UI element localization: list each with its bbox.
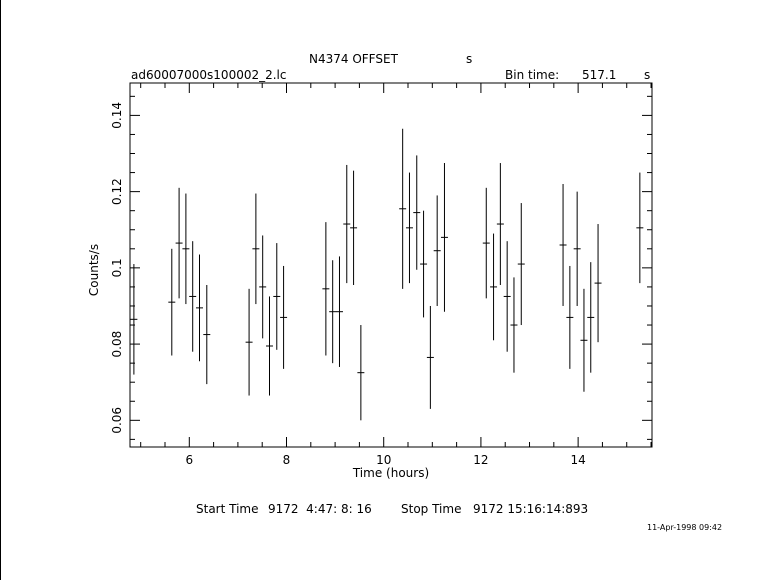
data-point xyxy=(168,249,175,356)
x-tick-label: 14 xyxy=(570,453,586,467)
stop-time-label: Stop Time xyxy=(401,502,462,516)
data-point xyxy=(203,285,210,384)
plot-frame xyxy=(130,83,652,447)
start-time-value: 9172 4:47: 8: 16 xyxy=(268,502,372,516)
y-tick-label: 0.08 xyxy=(110,330,124,358)
data-point xyxy=(350,171,357,285)
data-point xyxy=(406,173,413,284)
x-tick-label: 8 xyxy=(282,453,291,467)
data-point xyxy=(357,325,364,420)
data-point xyxy=(587,262,594,373)
y-tick-label: 0.12 xyxy=(110,178,124,205)
y-axis-ticks xyxy=(110,96,652,439)
bin-time-value: 517.1 xyxy=(582,68,617,82)
data-point xyxy=(259,235,266,338)
chart-title-suffix: s xyxy=(466,52,473,66)
data-point xyxy=(574,192,581,306)
data-point xyxy=(490,234,497,341)
data-point xyxy=(329,260,336,363)
x-axis-ticks xyxy=(141,83,651,467)
x-tick-label: 10 xyxy=(376,453,392,467)
y-axis-label: Counts/s xyxy=(87,243,101,297)
y-tick-label: 0.1 xyxy=(110,258,124,278)
bin-time-unit: s xyxy=(644,68,651,82)
data-point xyxy=(130,264,137,375)
data-point xyxy=(510,277,517,372)
data-point xyxy=(322,222,329,355)
data-point xyxy=(427,306,434,409)
data-point xyxy=(441,163,448,312)
data-point xyxy=(413,155,420,269)
x-tick-label: 12 xyxy=(473,453,489,467)
data-point xyxy=(196,255,203,362)
x-tick-label: 6 xyxy=(185,453,194,467)
data-point xyxy=(246,289,253,396)
data-point xyxy=(497,163,504,285)
data-point xyxy=(182,194,189,305)
data-point xyxy=(336,256,343,367)
stop-time-value: 9172 15:16:14:893 xyxy=(473,502,589,516)
data-point xyxy=(343,165,350,283)
data-point xyxy=(189,241,196,352)
data-point xyxy=(518,203,525,325)
bin-time-label: Bin time: xyxy=(505,68,560,82)
data-point xyxy=(420,211,427,318)
data-point xyxy=(595,224,602,342)
data-point xyxy=(566,266,573,369)
y-tick-label: 0.14 xyxy=(110,102,124,129)
y-tick-label: 0.06 xyxy=(110,406,124,434)
data-point xyxy=(504,241,511,352)
data-point xyxy=(483,188,490,299)
data-point xyxy=(399,129,406,289)
file-name-label: ad60007000s100002_2.lc xyxy=(131,68,287,82)
date-stamp: 11-Apr-1998 09:42 xyxy=(647,523,723,532)
data-point xyxy=(580,289,587,392)
data-point xyxy=(176,188,183,299)
x-axis-label: Time (hours) xyxy=(352,466,430,480)
data-point xyxy=(434,195,441,306)
data-point xyxy=(273,243,280,350)
data-point xyxy=(252,194,259,305)
data-point xyxy=(636,173,643,284)
start-time-label: Start Time xyxy=(196,502,259,516)
data-point xyxy=(280,266,287,369)
chart-title: N4374 OFFSET xyxy=(309,52,398,66)
data-point xyxy=(560,184,567,306)
data-point xyxy=(266,296,273,395)
data-points xyxy=(130,129,643,421)
